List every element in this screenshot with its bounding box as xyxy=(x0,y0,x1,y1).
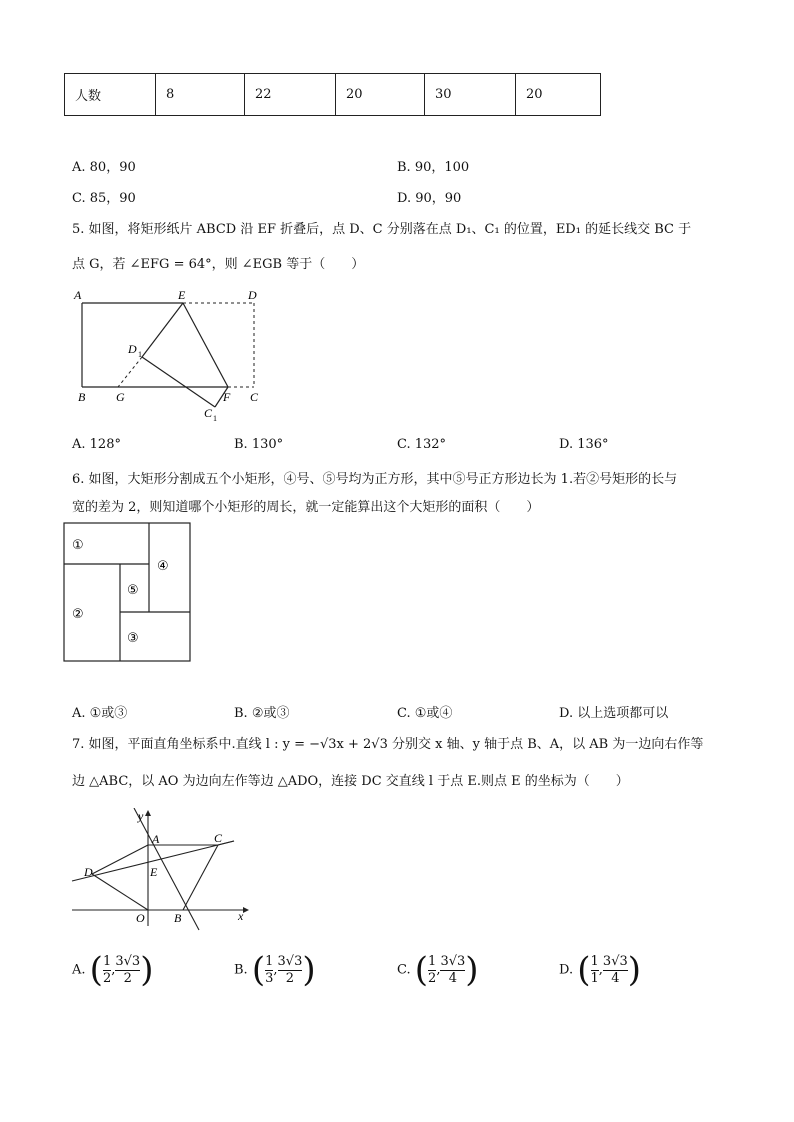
table-row xyxy=(65,74,601,116)
label-a: A xyxy=(74,288,82,302)
label-b: B xyxy=(78,390,86,404)
table-cell: 8 xyxy=(156,74,245,116)
label-f: F xyxy=(223,390,231,404)
q7-coordinate-diagram xyxy=(68,808,253,933)
label-d1-sub: 1 xyxy=(138,350,142,359)
data-table xyxy=(64,73,601,116)
label-1: ① xyxy=(72,538,84,553)
q7-question-line1: 7. 如图，平面直角坐标系中.直线 l : y = −√3x + 2√3 分别交 x 轴、y 轴于点 B、A，以 AB 为一边向右作等 xyxy=(72,737,704,752)
label-d1: D xyxy=(128,342,137,356)
label-a: A xyxy=(152,832,160,846)
q4-option-b[interactable]: B. 90，100 xyxy=(397,160,470,175)
label-2: ② xyxy=(72,607,84,622)
q4-option-c[interactable]: C. 85，90 xyxy=(72,191,136,206)
q5-question-line1: 5. 如图，将矩形纸片 ABCD 沿 EF 折叠后，点 D、C 分别落在点 D₁、C₁ 的位置，ED₁ 的延长线交 BC 于 xyxy=(72,222,692,237)
q7-option-b[interactable]: B. ( $\frac{1}{3}$ , $\frac{3√3}{2}$ ) xyxy=(234,950,316,990)
q5-question-line2: 点 G，若 ∠EFG = 64°，则 ∠EGB 等于（ ） xyxy=(72,257,365,272)
label-x: x xyxy=(238,909,244,923)
table-cell: 30 xyxy=(425,74,516,116)
label-e: E xyxy=(150,865,158,879)
q4-option-a[interactable]: A. 80，90 xyxy=(72,160,136,175)
q4-option-d[interactable]: D. 90，90 xyxy=(397,191,462,206)
table-cell: 人数 xyxy=(65,74,156,116)
label-c: C xyxy=(214,831,223,845)
q5-option-d[interactable]: D. 136° xyxy=(559,437,609,452)
q6-question-line2: 宽的差为 2，则知道哪个小矩形的周长，就一定能算出这个大矩形的面积（ ） xyxy=(72,500,540,515)
label-4: ④ xyxy=(157,559,169,574)
label-5: ⑤ xyxy=(127,583,139,598)
label-c1-sub: 1 xyxy=(213,414,217,423)
label-c: C xyxy=(250,390,259,404)
q5-option-a[interactable]: A. 128° xyxy=(72,437,121,452)
label-b: B xyxy=(174,911,182,925)
q7-option-d[interactable]: D. ( $\frac{1}{1}$ , $\frac{3√3}{4}$ ) xyxy=(559,950,642,990)
table-cell: 20 xyxy=(336,74,425,116)
q6-option-c[interactable]: C. ①或④ xyxy=(397,706,453,721)
label-o: O xyxy=(136,911,145,925)
label-d: D xyxy=(84,865,93,879)
q5-fold-diagram xyxy=(70,285,270,425)
q7-question-line2: 边 △ABC，以 AO 为边向左作等边 △ADO，连接 DC 交直线 l 于点 E.则点 E 的坐标为（ ） xyxy=(72,774,629,789)
q6-question-line1: 6. 如图，大矩形分割成五个小矩形，④号、⑤号均为正方形，其中⑤号正方形边长为 1.若②号矩形的长与 xyxy=(72,472,678,487)
q7-option-a[interactable]: A. ( $\frac{1}{2}$ , $\frac{3√3}{2}$ ) xyxy=(72,950,154,990)
label-d: D xyxy=(248,288,257,302)
q7-option-c[interactable]: C. ( $\frac{1}{2}$ , $\frac{3√3}{4}$ ) xyxy=(397,950,479,990)
q5-option-c[interactable]: C. 132° xyxy=(397,437,447,452)
label-e: E xyxy=(178,288,186,302)
label-c1: C xyxy=(204,406,213,420)
q6-option-b[interactable]: B. ②或③ xyxy=(234,706,290,721)
table-cell: 22 xyxy=(245,74,336,116)
q6-rectangle-diagram xyxy=(63,522,193,664)
label-g: G xyxy=(116,390,125,404)
label-y: y xyxy=(138,809,144,823)
q6-option-d[interactable]: D. 以上选项都可以 xyxy=(559,706,669,721)
q5-option-b[interactable]: B. 130° xyxy=(234,437,284,452)
label-3: ③ xyxy=(127,631,139,646)
q6-option-a[interactable]: A. ①或③ xyxy=(72,706,128,721)
table-cell: 20 xyxy=(516,74,601,116)
